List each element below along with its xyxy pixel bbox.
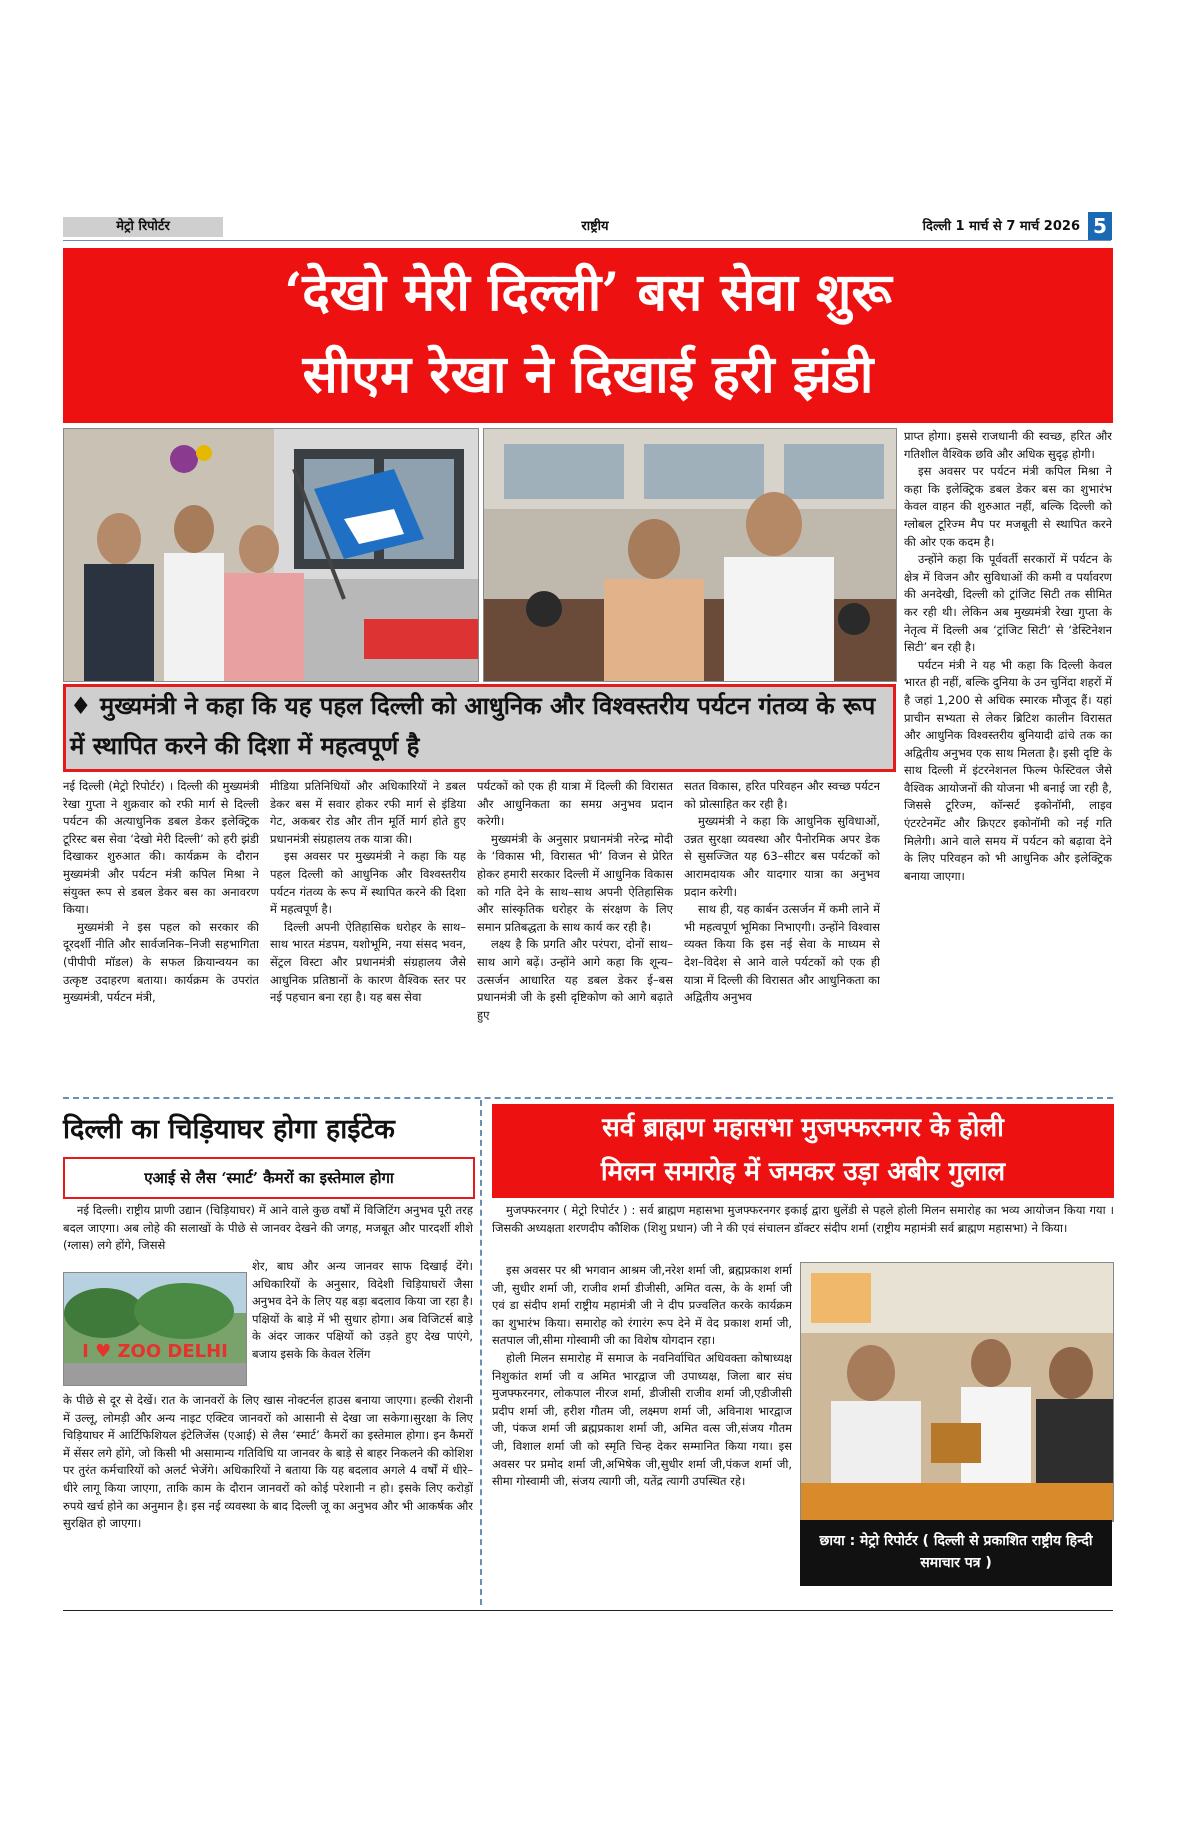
paragraph: लक्ष्य है कि प्रगति और परंपरा, दोनों साथ–साथ आगे बढ़ें। उन्होंने आगे कहा कि शून्य–उत्सर्जन आधारित यह डबल डेकर ई–बस प्रधानमंत्री जी के इसी दृष्टिकोण को आगे बढ़ाते हुए	[477, 937, 673, 1022]
paragraph: इस अवसर पर पर्यटन मंत्री कपिल मिश्रा ने कहा कि इलेक्ट्रिक डबल डेकर बस का शुभारंभ केवल वाहन की शुरुआत नहीं, बल्कि दिल्ली को ग्लोबल टूरिज्म मैप पर मजबूती से स्थापित करने की ओर एक कदम है।	[904, 464, 1112, 549]
main-story-col-5	[904, 428, 1112, 1094]
paragraph: होली मिलन समारोह में समाज के नवनिर्वाचित अधिवक्ता कोषाध्यक्ष निशुकांत शर्मा जी व अमित भारद्वाज जी उपाध्यक्ष, जिला बार संघ मुजफ्फरनगर, लोकपाल नीरज शर्मा, डीजीसी राजीव शर्मा जी,एडीजीसी प्रदीप शर्मा जी, हरीश गौतम जी, लक्ष्मण शर्मा जी, अविनाश भारद्वाज जी, पंकज शर्मा जी ब्रह्मप्रकाश शर्मा जी, अमित वत्स जी,संजय गौतम जी, विशाल शर्मा जी को स्मृति चिन्ह देकर सम्मानित किया गया। इस अवसर पर प्रमोद शर्मा जी,अभिषेक जी,सुधीर शर्मा जी,पंकज शर्मा जी, सीमा गोस्वामी जी, संजय त्यागी जी, यतेंद्र त्यागी उपस्थित रहे।	[492, 1350, 792, 1489]
paragraph: पर्यटन मंत्री ने यह भी कहा कि दिल्ली केवल भारत ही नहीं, बल्कि दुनिया के उन चुनिंदा शहरों में है जहां 1,200 से अधिक स्मारक मौजूद हैं। यहां प्राचीन सभ्यता से लेकर ब्रिटिश कालीन विरासत और आधुनिक विश्वस्तरीय बुनियादी ढांचे तक का अद्वितीय अनुभव एक साथ मिलता है। इसी दृष्टि के साथ दिल्ली में इंटरनेशनल फिल्म फेस्टिवल जैसे वैश्विक आयोजनों की योजना भी बनाई जा रही है, जिससे टूरिज्म, कॉन्सर्ट इकोनॉमी, लाइव एंटरटेनमेंट और क्रिएटर इकोनॉमी को नई गति मिलेगी। आने वाले समय में पर्यटन को बढ़ावा देने के लिए परिवहन को भी आधुनिक और इलेक्ट्रिक बनाया जाएगा।	[904, 657, 1112, 883]
zoo-subheadline: एआई से लैस ‘स्मार्ट’ कैमरों का इस्तेमाल होगा	[63, 1157, 475, 1199]
paragraph: दिल्ली अपनी ऐतिहासिक धरोहर के साथ–साथ भारत मंडपम, यशोभूमि, नया संसद भवन, सेंट्रल विस्टा और प्रधानमंत्री संग्रहालय जैसे आधुनिक प्रतिष्ठानों के कारण वैश्विक स्तर पर नई पहचान बना रहा है। यह बस सेवा	[270, 919, 466, 1005]
paragraph: इस अवसर पर मुख्यमंत्री ने कहा कि यह पहल दिल्ली को आधुनिक और विश्वस्तरीय पर्यटन गंतव्य के रूप में स्थापित करने की दिशा में महत्वपूर्ण है।	[270, 849, 466, 917]
masthead-date: दिल्ली 1 मार्च से 7 मार्च 2026	[922, 219, 1080, 234]
headline-line-1: ‘देखो मेरी दिल्ली’ बस सेवा शुरू	[284, 262, 892, 323]
paragraph: मुजफ्फरनगर ( मेट्रो रिपोर्टर ) : सर्व ब्राह्मण महासभा मुजफ्फरनगर इकाई द्वारा धुलेंडी से पहले होली मिलन समारोह का भव्य आयोजन किया गया । जिसकी अध्यक्षता शरणदीप कौशिक (शिशु प्रधान) जी ने की एवं संचालन डॉक्टर संदीप शर्मा (राष्ट्रीय महामंत्री सर्व ब्राह्मण महासभा) ने किया।	[492, 1203, 1114, 1235]
bottom-rule	[63, 1610, 1113, 1611]
masthead-section: राष्ट्रीय	[581, 219, 609, 234]
main-story-col-1	[63, 778, 259, 1094]
paragraph: नई दिल्ली (मेट्रो रिपोर्टर) । दिल्ली की मुख्यमंत्री रेखा गुप्ता ने शुक्रवार को रफी मार्ग से दिल्ली पर्यटन की अत्याधुनिक डबल डेकर इलेक्ट्रिक टूरिस्ट बस सेवा ‘देखो मेरी दिल्ली’ को हरी झंडी दिखाकर शुरुआत की। कार्यक्रम के दौरान मुख्यमंत्री और पर्यटन मंत्री कपिल मिश्रा ने संयुक्त रूप से डबल डेकर बस का अनावरण किया।	[63, 779, 259, 917]
holi-headline-line-2: मिलन समारोह में जमकर उड़ा अबीर गुलाल	[600, 1157, 1006, 1187]
paragraph: के पीछे से दूर से देखें। रात के जानवरों के लिए खास नोक्टर्नल हाउस बनाया जाएगा। हल्की रोशनी में उल्लू, लोमड़ी और अन्य नाइट एक्टिव जानवरों को आसानी से देखा जा सकेगा।सुरक्षा के लिए चिड़ियाघर में आर्टिफिशियल इंटेलिजेंस (एआई) से लैस ‘स्मार्ट’ कैमरों का इस्तेमाल होगा। इन कैमरों में सेंसर लगे होंगे, जो किसी भी असामान्य गतिविधि या जानवर के बाड़े से बाहर निकलने की कोशिश पर तुरंत कर्मचारियों को अलर्ट भेजेंगे। अधिकारियों ने बताया कि यह बदलाव अगले 4 वर्षों में धीरे–धीरे लागू किया जाएगा, ताकि काम के दौरान जानवरों को कोई परेशानी न हो। इसके लिए करोड़ों रुपये खर्च होने का अनुमान है। इस नई व्यवस्था के बाद दिल्ली जू का अनुभव और भी आकर्षक और सुरक्षित हो जाएगा।	[63, 1393, 473, 1531]
paragraph: शेर, बाघ और अन्य जानवर साफ दिखाई देंगे। अधिकारियों के अनुसार, विदेशी चिड़ियाघरों जैसा अनुभव देने के लिए यह बड़ा बदलाव किया जा रहा है। पक्षियों के बाड़े में भी सुधार होगा। अब विजिटर्स बाड़े के अंदर जाकर पक्षियों को उड़ते हुए देख पाएंगे, बजाय इसके कि केवल रेलिंग	[252, 1259, 473, 1361]
paragraph: सतत विकास, हरित परिवहन और स्वच्छ पर्यटन को प्रोत्साहित कर रही है।	[684, 779, 880, 811]
photo-holi	[800, 1262, 1114, 1522]
main-story-col-4	[684, 778, 880, 1094]
subheadline: ♦ मुख्यमंत्री ने कहा कि यह पहल दिल्ली को आधुनिक और विश्वस्तरीय पर्यटन गंतव्य के रूप में स्थापित करने की दिशा में महत्वपूर्ण है	[70, 691, 876, 760]
main-story-col-3	[477, 778, 673, 1094]
zoo-beside-photo	[252, 1258, 473, 1390]
masthead-brand: मेट्रो रिपोर्टर	[63, 217, 223, 237]
main-story-col-2	[270, 778, 466, 1094]
holi-body	[492, 1262, 792, 1606]
paragraph: पर्यटकों को एक ही यात्रा में दिल्ली की विरासत और आधुनिकता का समग्र अनुभव प्रदान करेगी।	[477, 779, 673, 829]
column-divider	[480, 1100, 482, 1605]
photo-inside-bus	[483, 428, 897, 682]
paragraph: मीडिया प्रतिनिधियों और अधिकारियों ने डबल डेकर बस में सवार होकर रफी मार्ग से इंडिया गेट, अकबर रोड और तीन मूर्ति मार्ग होते हुए प्रधानमंत्री संग्रहालय तक यात्रा की।	[270, 779, 466, 846]
holi-headline-line-1: सर्व ब्राह्मण महासभा मुजफ्फरनगर के होली	[602, 1113, 1004, 1143]
paragraph: साथ ही, यह कार्बन उत्सर्जन में कमी लाने में भी महत्वपूर्ण भूमिका निभाएगी। उन्होंने विश्वास व्यक्त किया कि इस नई सेवा के माध्यम से देश–विदेश से आने वाले पर्यटकों को एक ही यात्रा में दिल्ली की विरासत और आधुनिकता का अद्वितीय अनुभव	[684, 902, 880, 1005]
holi-intro	[492, 1202, 1114, 1256]
paragraph: उन्होंने कहा कि पूर्ववर्ती सरकारों में पर्यटन के क्षेत्र में विजन और सुविधाओं की कमी व पर्यावरण की अनदेखी, दिल्ली को ट्रांजिट सिटी तक सीमित कर रही थी। लेकिन अब मुख्यमंत्री रेखा गुप्ता के नेतृत्व में दिल्ली अब ‘ट्रांजिट सिटी’ से ‘डेस्टिनेशन सिटी’ बन रही है।	[904, 552, 1112, 655]
zoo-rest	[63, 1392, 473, 1606]
page-number: 5	[1088, 212, 1112, 240]
section-divider	[63, 1097, 1113, 1099]
paragraph: मुख्यमंत्री के अनुसार प्रधानमंत्री नरेन्द्र मोदी के ‘विकास भी, विरासत भी’ विजन से प्रेरित होकर हमारी सरकार दिल्ली में आधुनिक विकास को गति देने के साथ–साथ अपनी ऐतिहासिक और सांस्कृतिक धरोहर के संरक्षण के लिए समान प्रतिबद्धता के साथ कार्य कर रही है।	[477, 831, 673, 934]
headline-line-2: सीएम रेखा ने दिखाई हरी झंडी	[302, 344, 874, 405]
paragraph: प्राप्त होगा। इससे राजधानी की स्वच्छ, हरित और गतिशील वैश्विक छवि और अधिक सुदृढ़ होगी।	[904, 429, 1112, 461]
photo-flag-off	[63, 428, 479, 682]
photo-zoo	[63, 1272, 247, 1386]
zoo-headline: दिल्ली का चिड़ियाघर होगा हाईटेक	[63, 1114, 395, 1145]
paragraph: इस अवसर पर श्री भगवान आश्रम जी,नरेश शर्मा जी, ब्रह्मप्रकाश शर्मा जी, सुधीर शर्मा जी, राजीव शर्मा डीजीसी, अमित वत्स, के के शर्मा जी एवं डा संदीप शर्मा राष्ट्रीय महामंत्री जी ने दीप प्रज्वलित करके कार्यक्रम का शुभारंभ किया। समारोह को रंगारंग रूप देने में वेद प्रकाश शर्मा जी, सतपाल जी,सीमा गोस्वामी जी का विशेष योगदान रहा।	[492, 1263, 792, 1348]
zoo-sign-text: I ♥ ZOO DELHI	[82, 1341, 228, 1362]
paragraph: मुख्यमंत्री ने कहा कि आधुनिक सुविधाओं, उन्नत सुरक्षा व्यवस्था और पैनोरमिक अपर डेक से सुसज्जित यह 63–सीटर बस पर्यटकों को आरामदायक और यादगार यात्रा का अनुभव प्रदान करेगी।	[684, 814, 880, 899]
paragraph: नई दिल्ली। राष्ट्रीय प्राणी उद्यान (चिड़ियाघर) में आने वाले कुछ वर्षों में विजिटिंग अनुभव पूरी तरह बदल जाएगा। अब लोहे की सलाखों के पीछे से जानवर देखने की जगह, मजबूत और पारदर्शी शीशे (ग्लास) लगे होंगे, जिससे	[63, 1203, 473, 1253]
paragraph: मुख्यमंत्री ने इस पहल को सरकार की दूरदर्शी नीति और सार्वजनिक–निजी सहभागिता (पीपीपी मॉडल) के सफल क्रियान्वयन का उत्कृष्ट उदाहरण बताया। कार्यक्रम के उपरांत मुख्यमंत्री, पर्यटन मंत्री,	[63, 919, 259, 1005]
holi-photo-caption: छाया : मेट्रो रिपोर्टर ( दिल्ली से प्रकाशित राष्ट्रीय हिन्दी समाचार पत्र )	[800, 1520, 1112, 1586]
zoo-intro	[63, 1202, 473, 1256]
